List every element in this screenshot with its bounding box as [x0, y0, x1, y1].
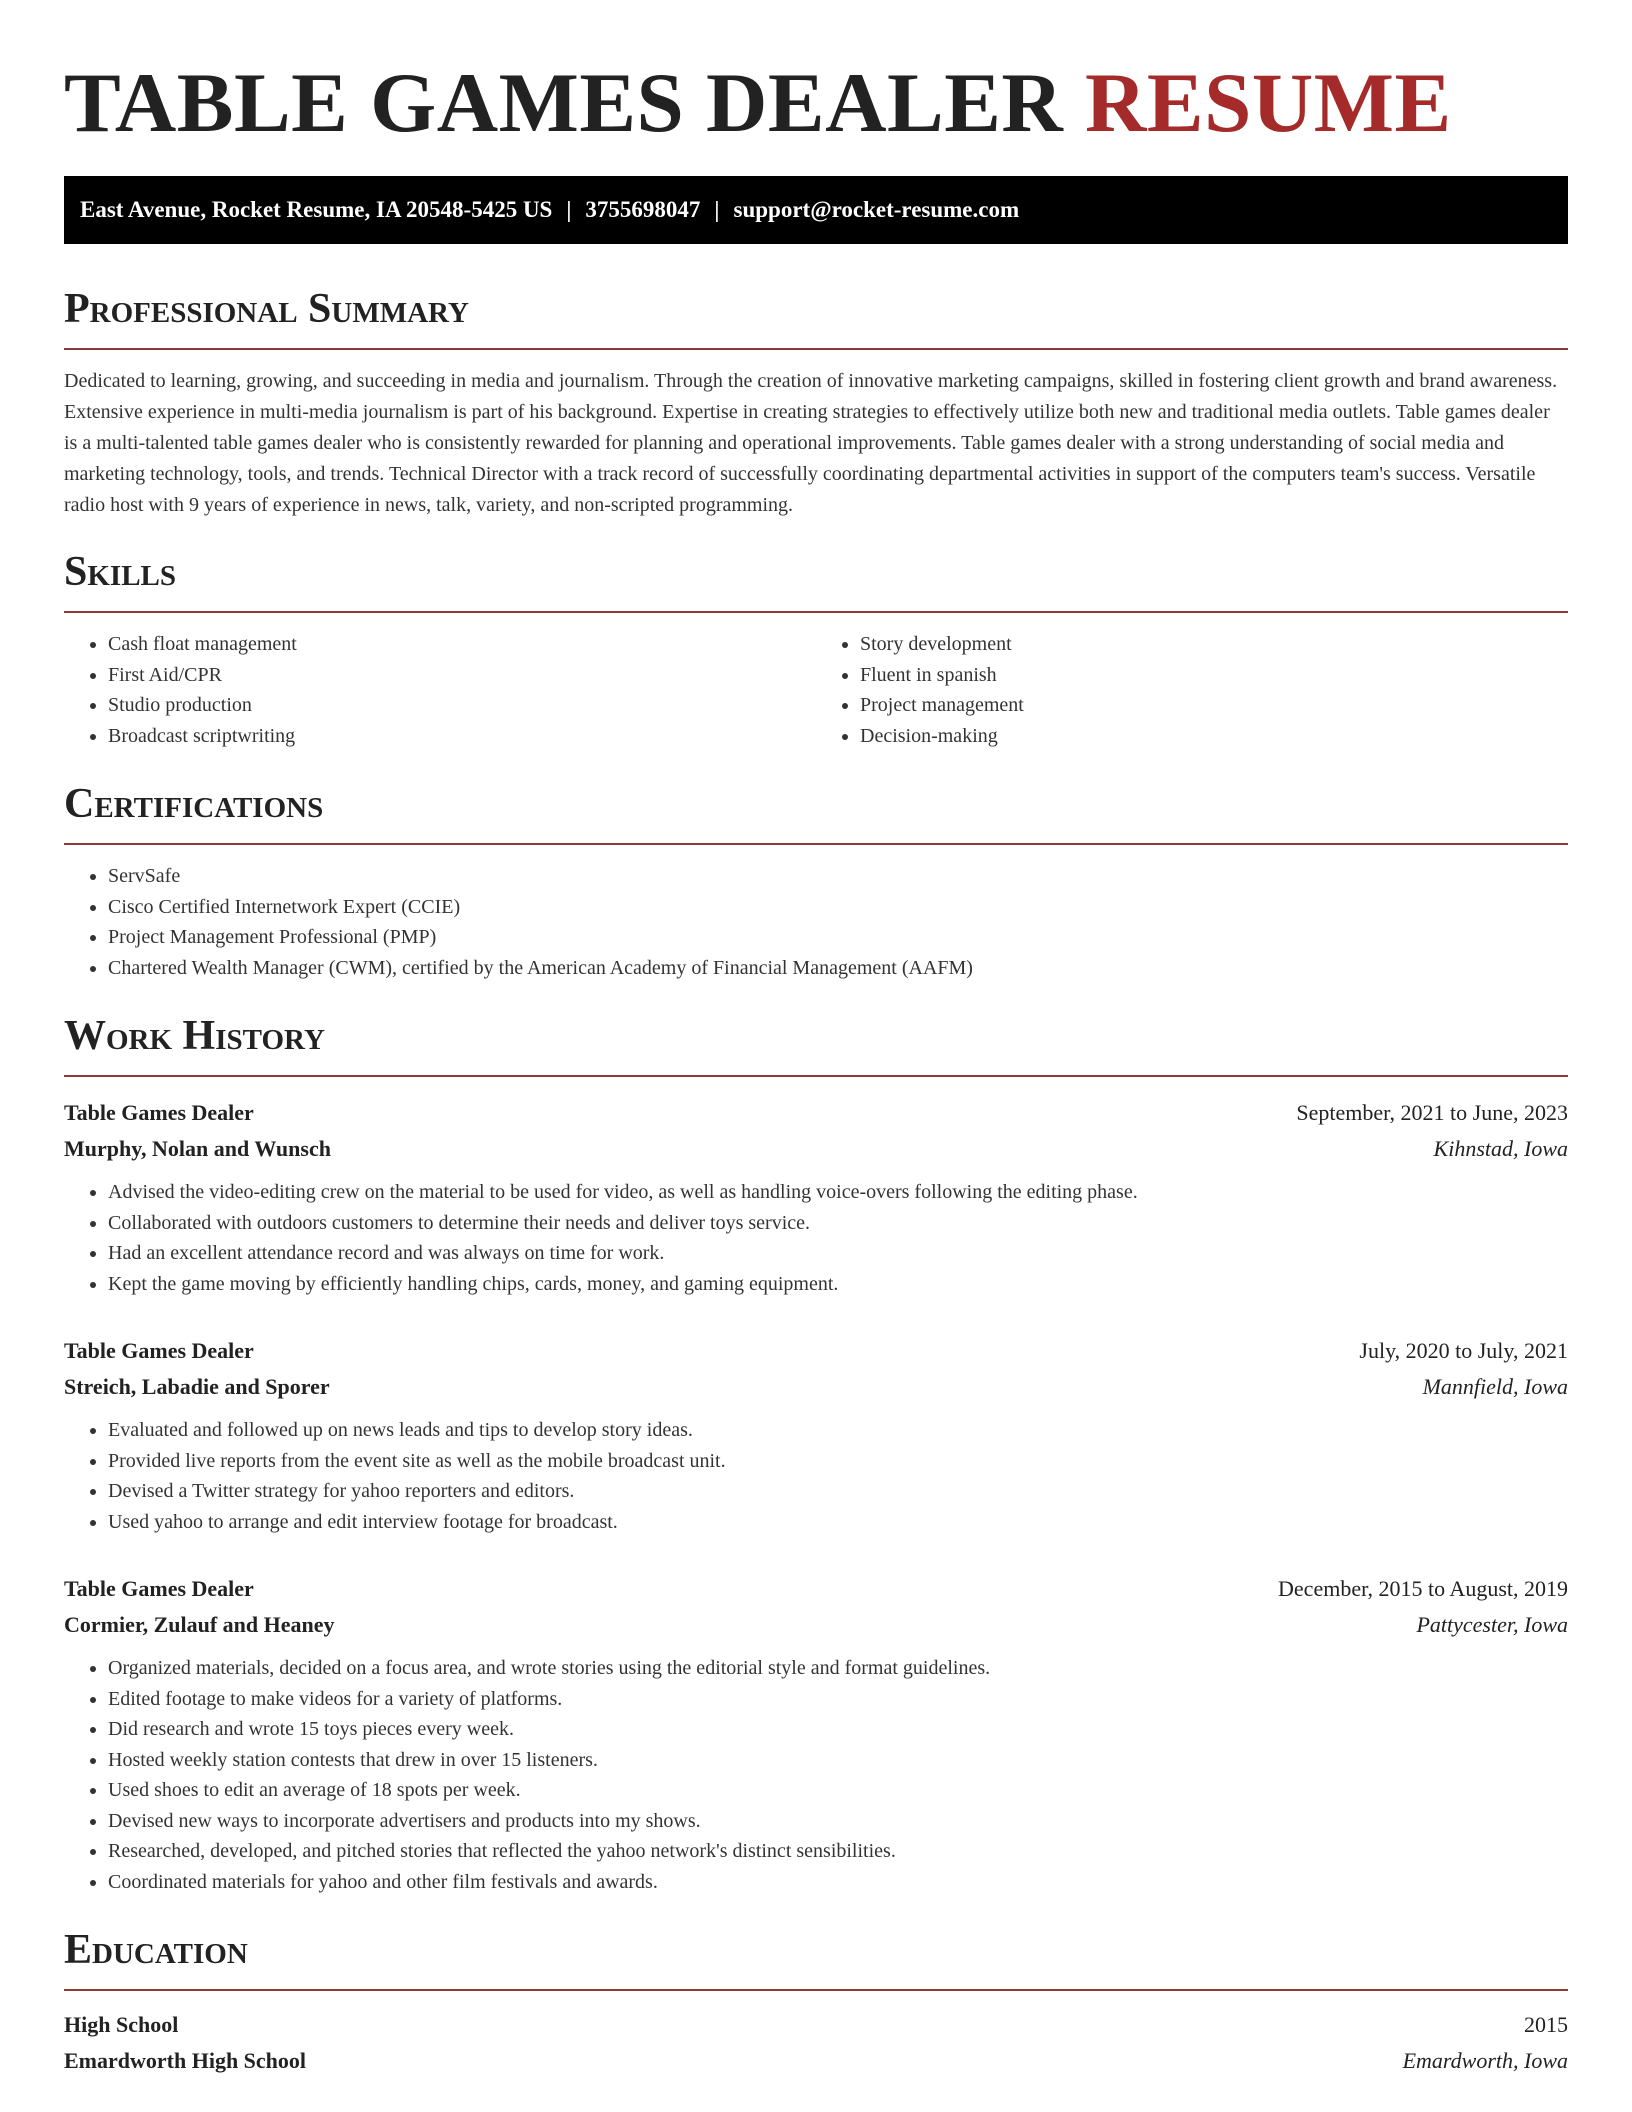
- education-degree: High School: [64, 2012, 179, 2037]
- job-entry: [64, 1095, 1568, 1299]
- contact-bar: [64, 176, 1568, 244]
- education-school-row: [64, 2043, 1568, 2079]
- job-company-row: [64, 1131, 1568, 1167]
- contact-phone: 3755698047: [585, 197, 701, 222]
- job-role: Table Games Dealer: [64, 1100, 254, 1125]
- job-company: Murphy, Nolan and Wunsch: [64, 1136, 331, 1161]
- job-company-row: [64, 1607, 1568, 1643]
- certification-item: • ServSafe: [108, 861, 1568, 892]
- job-duty: • Devised new ways to incorporate advertisers and products into my shows.: [108, 1806, 1568, 1837]
- contact-email: support@rocket-resume.com: [733, 197, 1020, 222]
- job-duty: • Devised a Twitter strategy for yahoo reporters and editors.: [108, 1476, 1568, 1507]
- job-duty: • Collaborated with outdoors customers to determine their needs and deliver toys service.: [108, 1208, 1568, 1239]
- job-header-row: [64, 1095, 1568, 1131]
- skills-list-left: [64, 629, 816, 751]
- certifications-heading: Certifications: [64, 779, 1568, 845]
- title-accent: RESUME: [1085, 56, 1452, 150]
- job-duties: [64, 1177, 1568, 1299]
- education-heading: Education: [64, 1925, 1568, 1991]
- summary-text: Dedicated to learning, growing, and succeeding in media and journalism. Through the creation of innovative marketing campaigns, skilled in fostering client growth and brand awareness. Extensive experience in multi-media journalism is part of his background. Expertise in creating strategies to effectively utilize both new and traditional media outlets. Table games dealer is a multi-talented table games dealer who is consistently rewarded for planning and operational improvements. Table games dealer with a strong understanding of social media and marketing technology, tools, and trends. Technical Director with a track record of successfully coordinating departmental activities in support of the computers team's success. Versatile radio host with 9 years of experience in news, talk, variety, and non-scripted programming.: [64, 370, 1558, 516]
- skills-column-left: [64, 629, 816, 751]
- job-duty: • Coordinated materials for yahoo and other film festivals and awards.: [108, 1867, 1568, 1898]
- resume-title: [64, 0, 1568, 148]
- job-location: Kihnstad, Iowa: [1433, 1136, 1568, 1161]
- job-duty: • Evaluated and followed up on news leads and tips to develop story ideas.: [108, 1415, 1568, 1446]
- job-company: Streich, Labadie and Sporer: [64, 1374, 330, 1399]
- education-year: 2015: [1524, 2012, 1568, 2037]
- education-location: Emardworth, Iowa: [1402, 2048, 1568, 2073]
- skill-item: • Fluent in spanish: [860, 660, 1568, 691]
- job-duty: • Researched, developed, and pitched stories that reflected the yahoo network's distinct sensibilities.: [108, 1836, 1568, 1867]
- certifications-list: [64, 861, 1568, 983]
- title-main: TABLE GAMES DEALER: [64, 56, 1064, 150]
- job-dates: September, 2021 to June, 2023: [1296, 1100, 1568, 1125]
- job-duties: [64, 1415, 1568, 1537]
- summary-heading: Professional Summary: [64, 284, 1568, 350]
- job-role: Table Games Dealer: [64, 1338, 254, 1363]
- job-duty: • Kept the game moving by efficiently handling chips, cards, money, and gaming equipment.: [108, 1269, 1568, 1300]
- contact-address: East Avenue, Rocket Resume, IA 20548-5425 US: [80, 197, 553, 222]
- certification-item: • Cisco Certified Internetwork Expert (CCIE): [108, 892, 1568, 923]
- job-duty: • Did research and wrote 15 toys pieces every week.: [108, 1714, 1568, 1745]
- skill-item: • Project management: [860, 690, 1568, 721]
- job-dates: July, 2020 to July, 2021: [1359, 1338, 1568, 1363]
- job-entry: [64, 1333, 1568, 1537]
- skill-item: • First Aid/CPR: [108, 660, 816, 691]
- education-school: Emardworth High School: [64, 2048, 307, 2073]
- skills-heading: Skills: [64, 547, 1568, 613]
- education-entry: [64, 2007, 1568, 2079]
- job-company-row: [64, 1369, 1568, 1405]
- job-duty: • Hosted weekly station contests that drew in over 15 listeners.: [108, 1745, 1568, 1776]
- skill-item: • Story development: [860, 629, 1568, 660]
- job-location: Pattycester, Iowa: [1416, 1612, 1568, 1637]
- education-header-row: [64, 2007, 1568, 2043]
- job-duty: • Organized materials, decided on a focus area, and wrote stories using the editorial style and format guidelines.: [108, 1653, 1568, 1684]
- skills-column-right: [816, 629, 1568, 751]
- contact-separator: |: [714, 197, 720, 222]
- certification-item: • Project Management Professional (PMP): [108, 922, 1568, 953]
- job-role: Table Games Dealer: [64, 1576, 254, 1601]
- job-duty: • Used yahoo to arrange and edit interview footage for broadcast.: [108, 1507, 1568, 1538]
- skill-item: • Decision-making: [860, 721, 1568, 752]
- job-duty: • Advised the video-editing crew on the material to be used for video, as well as handling voice-overs following the editing phase.: [108, 1177, 1568, 1208]
- work-history-heading: Work History: [64, 1011, 1568, 1077]
- skills-grid: [64, 629, 1568, 751]
- job-dates: December, 2015 to August, 2019: [1278, 1576, 1568, 1601]
- job-duty: • Had an excellent attendance record and was always on time for work.: [108, 1238, 1568, 1269]
- certification-item: • Chartered Wealth Manager (CWM), certified by the American Academy of Financial Management (AAFM): [108, 953, 1568, 984]
- job-header-row: [64, 1333, 1568, 1369]
- contact-separator: |: [566, 197, 572, 222]
- job-location: Mannfield, Iowa: [1422, 1374, 1568, 1399]
- skills-list-right: [816, 629, 1568, 751]
- job-company: Cormier, Zulauf and Heaney: [64, 1612, 335, 1637]
- skill-item: • Broadcast scriptwriting: [108, 721, 816, 752]
- skill-item: • Cash float management: [108, 629, 816, 660]
- job-duty: • Edited footage to make videos for a variety of platforms.: [108, 1684, 1568, 1715]
- job-entry: [64, 1571, 1568, 1897]
- job-duty: • Provided live reports from the event site as well as the mobile broadcast unit.: [108, 1446, 1568, 1477]
- skill-item: • Studio production: [108, 690, 816, 721]
- job-duty: • Used shoes to edit an average of 18 spots per week.: [108, 1775, 1568, 1806]
- job-header-row: [64, 1571, 1568, 1607]
- job-duties: [64, 1653, 1568, 1897]
